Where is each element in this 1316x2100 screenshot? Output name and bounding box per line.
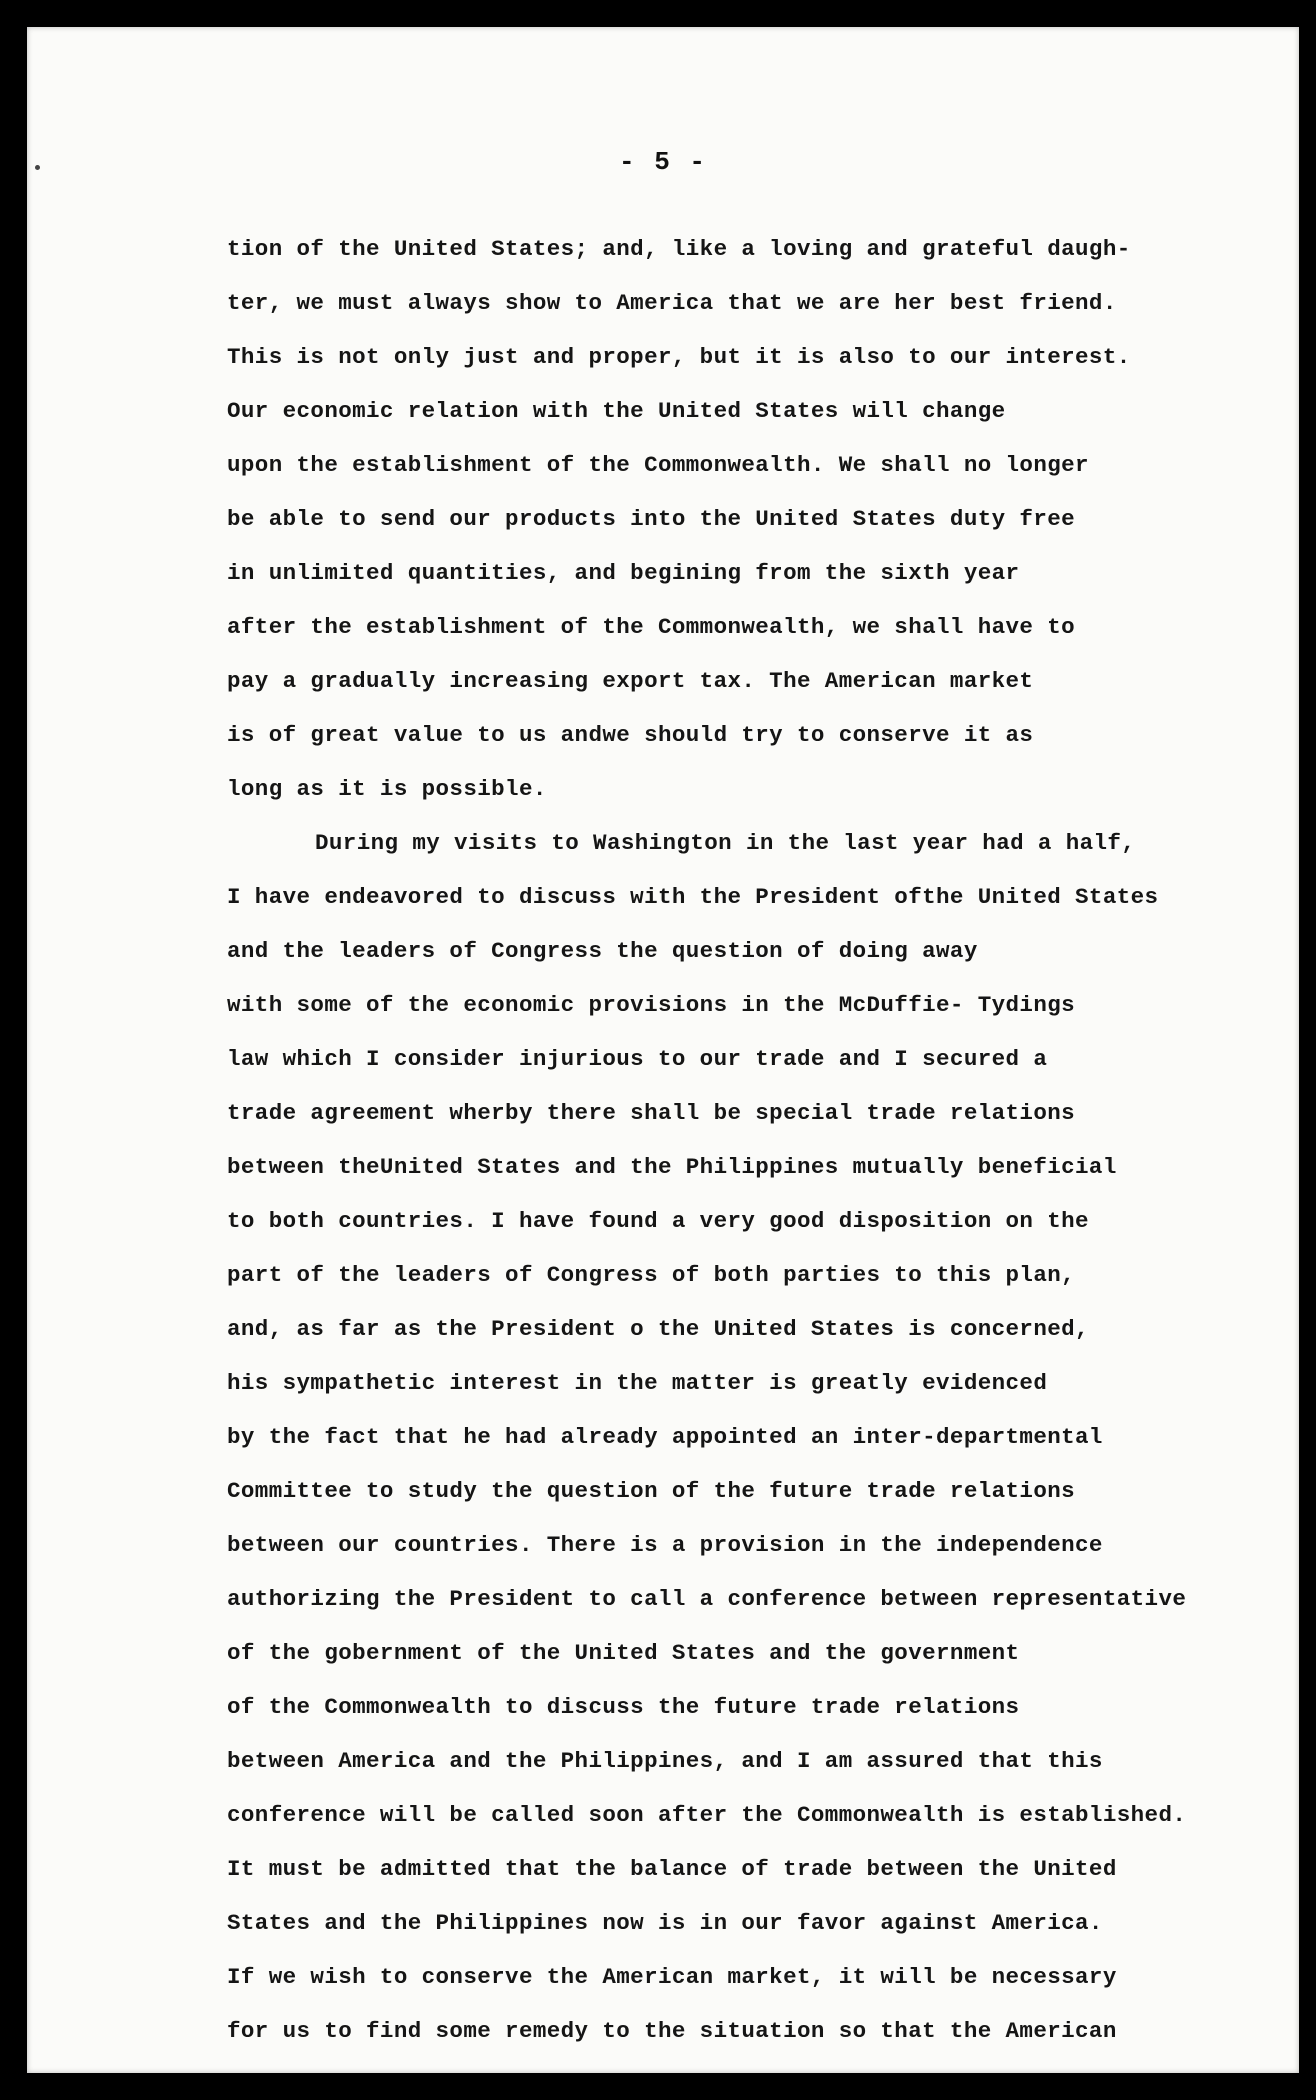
text-line: If we wish to conserve the American market, it will be necessary bbox=[227, 1964, 1117, 1990]
text-line: part of the leaders of Congress of both parties to this plan, bbox=[227, 1262, 1076, 1288]
text-line: pay a gradually increasing export tax. The American market bbox=[227, 668, 1034, 694]
text-line: between our countries. There is a provision in the independence bbox=[227, 1532, 1103, 1558]
text-line: of the Commonwealth to discuss the future trade relations bbox=[227, 1694, 1020, 1720]
text-line: authorizing the President to call a conference between representative bbox=[227, 1586, 1187, 1612]
text-line: and the leaders of Congress the question of doing away bbox=[227, 938, 978, 964]
text-line: long as it is possible. bbox=[227, 776, 547, 802]
text-line: his sympathetic interest in the matter is greatly evidenced bbox=[227, 1370, 1048, 1396]
text-line: Committee to study the question of the future trade relations bbox=[227, 1478, 1076, 1504]
text-line: with some of the economic provisions in the McDuffie- Tydings bbox=[227, 992, 1076, 1018]
page-number: - 5 - bbox=[618, 147, 707, 177]
text-line: by the fact that he had already appointed an inter-departmental bbox=[227, 1424, 1103, 1450]
text-line: for us to find some remedy to the situation so that the American bbox=[227, 2018, 1117, 2044]
text-line: ter, we must always show to America that we are her best friend. bbox=[227, 290, 1117, 316]
document-page bbox=[27, 27, 1299, 2073]
text-line: and, as far as the President o the United States is concerned, bbox=[227, 1316, 1089, 1342]
text-line: be able to send our products into the United States duty free bbox=[227, 506, 1076, 532]
text-line: This is not only just and proper, but it is also to our interest. bbox=[227, 344, 1131, 370]
text-line: upon the establishment of the Commonwealth. We shall no longer bbox=[227, 452, 1089, 478]
text-line: States and the Philippines now is in our favor against America. bbox=[227, 1910, 1103, 1936]
text-line: law which I consider injurious to our trade and I secured a bbox=[227, 1046, 1048, 1072]
text-line: tion of the United States; and, like a loving and grateful daugh- bbox=[227, 236, 1131, 262]
text-line: Our economic relation with the United States will change bbox=[227, 398, 1006, 424]
text-line: It must be admitted that the balance of trade between the United bbox=[227, 1856, 1117, 1882]
typewritten-body bbox=[227, 222, 1287, 2058]
text-line: of the gobernment of the United States and the government bbox=[227, 1640, 1020, 1666]
text-line: after the establishment of the Commonwealth, we shall have to bbox=[227, 614, 1076, 640]
text-line: between theUnited States and the Philippines mutually beneficial bbox=[227, 1154, 1117, 1180]
text-line: conference will be called soon after the Commonwealth is established. bbox=[227, 1802, 1187, 1828]
text-line: I have endeavored to discuss with the President ofthe United States bbox=[227, 884, 1159, 910]
text-line: trade agreement wherby there shall be special trade relations bbox=[227, 1100, 1076, 1126]
text-line: to both countries. I have found a very good disposition on the bbox=[227, 1208, 1089, 1234]
text-line: in unlimited quantities, and begining from the sixth year bbox=[227, 560, 1020, 586]
text-line: is of great value to us andwe should try to conserve it as bbox=[227, 722, 1034, 748]
text-line: During my visits to Washington in the last year had a half, bbox=[315, 830, 1136, 856]
text-line: between America and the Philippines, and I am assured that this bbox=[227, 1748, 1103, 1774]
